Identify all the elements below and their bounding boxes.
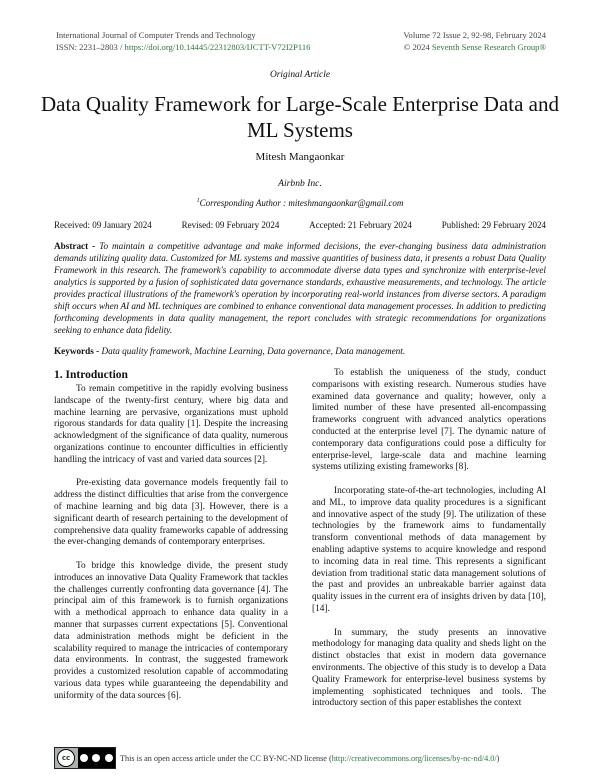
doi-link[interactable]: https://doi.org/10.14445/22312803/IJCTT-V72I2P116: [124, 41, 311, 52]
date-received: Received: 09 January 2024: [54, 220, 152, 230]
copyright: © 2024: [403, 41, 430, 52]
right-column: [312, 368, 546, 722]
abstract-text: To maintain a competitive advantage and make informed decisions, the ever-changing business data administration demands utilizing quality data. Customized for ML systems and massive quantities of business data, it presents a robust Data Quality Framework in this research. The framework's capability to accommodate diverse data types and synchronize with enterprise-level analytics is supported by a fusion of sophisticated data governance standards, exhaustive measurements, and technology. The article provides practical illustrations of the framework's operation by incorporating real-world instances from diverse sectors. A paradigm shift occurs when AI and ML techniques are combined to enhance conventional data management processes. In addition to predicting forthcoming developments in data quality management, the report concludes with strategic recommendations for organizations seeking to enhance data fidelity.: [54, 241, 547, 335]
cc-license-badge[interactable]: [54, 747, 116, 769]
by-icon: [80, 754, 88, 762]
journal-header-right: [403, 30, 546, 53]
paragraph: In summary, the study presents an innovative methodology for managing data quality and sheds light on the distinct obstacles that exist in modern data governance environments. The objective of this study is to develop a Data Quality Framework for enterprise-level business systems by implementing sophisticated techniques and tools. The introductory section of this paper establishes the context: [312, 627, 546, 709]
nc-icon: [92, 754, 100, 762]
abstract-label: Abstract -: [54, 241, 96, 251]
paragraph: To bridge this knowledge divide, the present study introduces an innovative Data Quality Framework that tackles the challenges currently confronting data governance [4]. The principal aim of this framework is to furnish organizations with a methodical approach to enhance data quality in a manner that surpasses current expectations [5]. Conventional data administration methods might be deficient in the scalability required to manage the intricacies of contemporary data environments. In contrast, the suggested framework provides a customized resolution capable of accommodating various data types while guaranteeing the dependability and uniformity of the data sources [6].: [54, 560, 288, 701]
nd-icon: [105, 754, 113, 762]
paragraph: Incorporating state-of-the-art technologies, including AI and ML, to improve data quality procedures is a significant and innovative aspect of the study [9]. The utilization of these technologies by the framework aims to fundamentally transform conventional methods of data management by enabling adaptive systems to acquire knowledge and respond to incoming data in real time. This represents a significant deviation from traditional static data management solutions of the past and provides an unbreakable barrier against data quality issues in the current era of insights driven by data [10], [14].: [312, 485, 546, 614]
dates-row: [54, 220, 546, 230]
copyright-line: [403, 42, 546, 54]
publisher-link[interactable]: Seventh Sense Research Group®: [431, 41, 546, 52]
volume-issue: Volume 72 Issue 2, 92-98, February 2024: [403, 30, 546, 40]
cc-attribution-icons: [78, 748, 115, 768]
affiliation: Airbnb Inc.: [278, 178, 322, 189]
paragraph: To remain competitive in the rapidly evolving business landscape of the twenty-first century, where big data and machine learning are pervasive, organizations must uphold rigorous standards for data quality [1]. Despite the increasing acknowledgment of the significance of data quality, numerous organizations continue to encounter difficulties in efficiently handling the intricacy of vast and varied data sources [2].: [54, 384, 288, 465]
paragraph: Pre-existing data governance models frequently fail to address the distinct difficulties that arise from the convergence of machine learning and big data [3]. However, there is a significant dearth of research pertaining to the development of comprehensive data quality frameworks capable of addressing the ever-changing demands of contemporary enterprises.: [54, 478, 288, 548]
section-heading: 1. Introduction: [54, 369, 128, 381]
journal-header-left: [56, 30, 310, 53]
issn-doi-line: [56, 42, 310, 54]
corresponding-text: Corresponding Author : miteshmangaonkar@gmail.com: [199, 198, 404, 208]
corresponding-author: [0, 198, 600, 208]
journal-name: International Journal of Computer Trends and Technology: [56, 30, 256, 40]
author-name: Mitesh Mangaonkar: [255, 151, 345, 163]
abstract: [54, 240, 546, 336]
date-published: Published: 29 February 2024: [441, 220, 546, 230]
cc-icon: cc: [57, 749, 75, 767]
license-footer: [54, 747, 554, 769]
license-link[interactable]: http://creativecommons.org/licenses/by-nc-nd/4.0/: [331, 753, 497, 763]
keywords: [54, 345, 546, 357]
paper-title: Data Quality Framework for Large-Scale Enterprise Data and ML Systems: [41, 92, 559, 142]
license-close: ): [496, 753, 500, 763]
left-column: [54, 368, 288, 714]
article-type: Original Article: [270, 70, 330, 80]
date-accepted: Accepted: 21 February 2024: [309, 220, 412, 230]
keywords-label: Keywords -: [54, 346, 100, 356]
license-text: This is an open access article under the CC BY-NC-ND license (: [120, 753, 332, 763]
issn: ISSN: 2231–2803 /: [56, 41, 123, 52]
corresponding-superscript: 1: [196, 198, 200, 204]
date-revised: Revised: 09 February 2024: [181, 220, 280, 230]
keywords-text: Data quality framework, Machine Learning, Data governance, Data management.: [101, 346, 406, 356]
paragraph: To establish the uniqueness of the study, conduct comparisons with existing research. Numerous studies have examined data governance and quality; however, only a limited number of these have presented all-encompassing frameworks congruent with advanced analytics operations conducted at the enterprise level [7]. The dynamic nature of contemporary data configurations could pose a difficulty for enterprise-level, large-scale data and machine learning systems utilizing existing frameworks [8].: [312, 368, 546, 473]
